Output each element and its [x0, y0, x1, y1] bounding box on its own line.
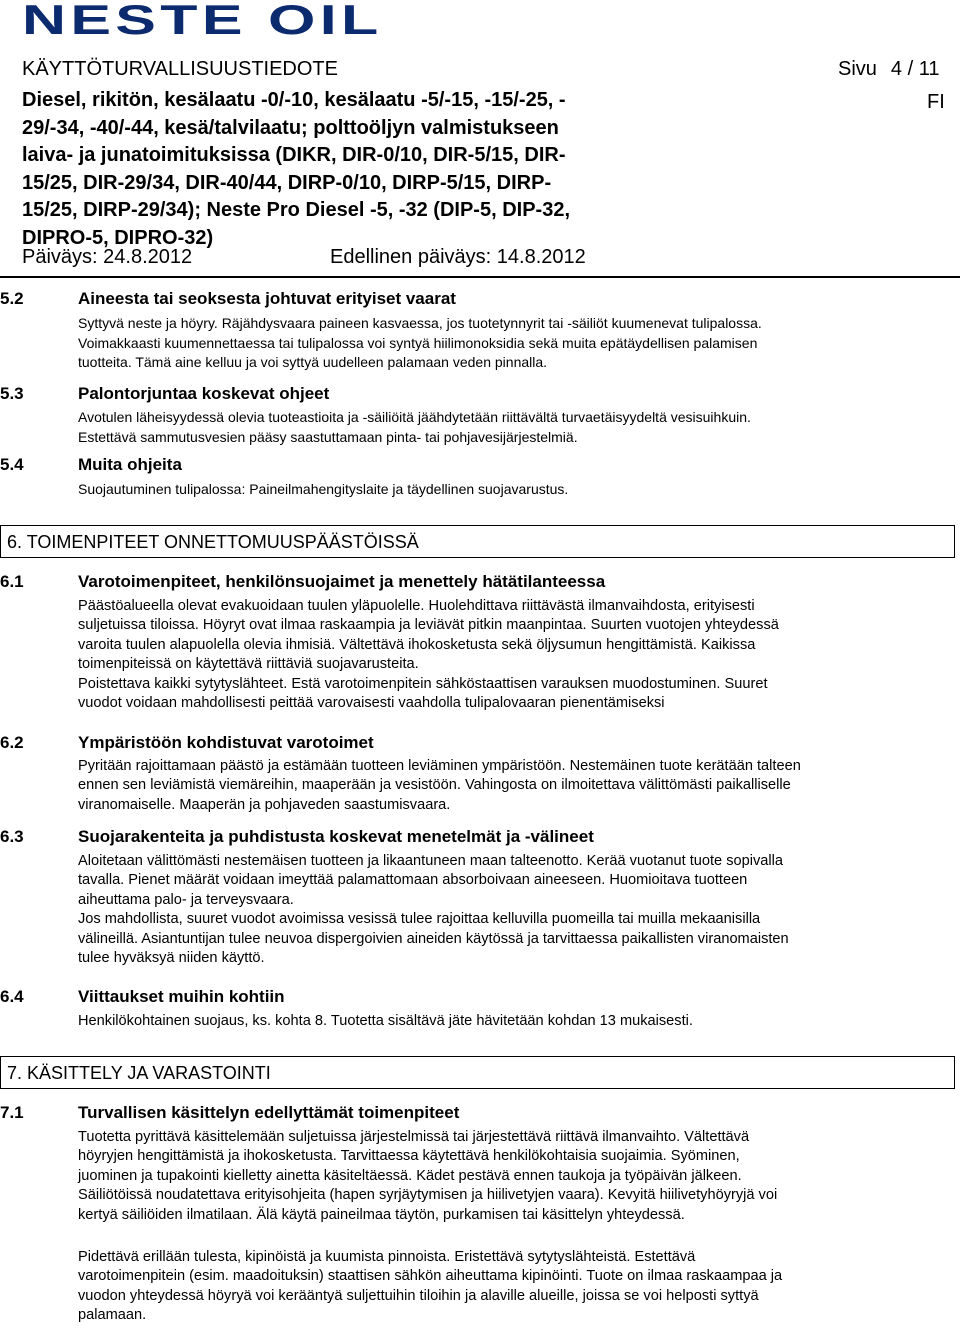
subsection-number: 6.4	[0, 987, 24, 1006]
previous-date: Edellinen päiväys: 14.8.2012	[330, 246, 586, 268]
body-line: kertyä säiliöiden ilmatilaan. Älä käytä paineilmaa täytön, purkamisen tai käsittelyn yhteydessä.	[78, 1206, 685, 1223]
section-title: 6. TOIMENPITEET ONNETTOMUUSPÄÄSTÖISSÄ	[7, 532, 419, 552]
section-heading-6	[0, 525, 955, 558]
body-line: Estettävä sammutusvesien pääsy saastuttamaan pinta- tai pohjavesijärjestelmiä.	[78, 428, 578, 445]
section-title: 7. KÄSITTELY JA VARASTOINTI	[7, 1063, 271, 1083]
body-line: Avotulen läheisyydessä olevia tuoteastioita ja -säiliöitä jäähdytetään riittävältä turvaetäisyydeltä vesisuihkuin.	[78, 409, 751, 425]
subsection-body-5-3	[78, 408, 958, 447]
subsection-body-5-2	[78, 314, 958, 373]
subsection-body-6-4	[78, 1012, 958, 1031]
page-indicator	[838, 58, 939, 81]
subsection-body-7-1	[78, 1128, 958, 1225]
subsection-title: Aineesta tai seoksesta johtuvat erityiset vaarat	[78, 289, 456, 308]
subsection-body-6-3	[78, 852, 958, 968]
body-line: Jos mahdollista, suuret vuodot avoimissa vesissä tulee rajoittaa kelluvilla puomeilla tai muilla mekaanisilla	[78, 911, 761, 928]
body-line: Suojautuminen tulipalossa: Paineilmahengityslaite ja täydellinen suojavarustus.	[78, 481, 569, 497]
body-line: Syttyvä neste ja höyry. Räjähdysvaara paineen kasvaessa, jos tuotetynnyrit tai -säiliöt kuumenevat tulipalossa.	[78, 315, 762, 331]
body-line: vuodot voidaan mahdollisesti peittää varovaisesti vaahdolla tulipalovaaran pienentämiseksi	[78, 695, 665, 712]
product-title-line: 15/25, DIRP-29/34); Neste Pro Diesel -5, -32 (DIP-5, DIP-32,	[22, 199, 570, 222]
product-title-line: 15/25, DIR-29/34, DIR-40/44, DIRP-0/10, DIRP-5/15, DIRP-	[22, 171, 552, 194]
page-number: 4 / 11	[890, 58, 940, 80]
body-line: aiheuttama palo- ja terveysvaara.	[78, 891, 294, 908]
body-line: Pidettävä erillään tulesta, kipinöistä ja kuumista pinnoista. Eristettävä sytytyslähteistä. Estettävä	[78, 1249, 696, 1265]
subsection-title: Ympäristöön kohdistuvat varotoimet	[78, 733, 374, 752]
language-code: FI	[927, 91, 945, 113]
body-line: Aloitetaan välittömästi nestemäisen tuotteen ja likaantuneen maan talteenotto. Kerää vuotanut tuote sopivalla	[78, 853, 784, 869]
product-title	[22, 87, 662, 253]
body-line: Voimakkaasti kuumennettaessa tai tulipalossa voi syntyä hiilimonoksidia sekä muita epätäydellisen palamisen	[78, 334, 758, 351]
subsection-number: 6.1	[0, 572, 24, 591]
subsection-title: Muita ohjeita	[78, 455, 182, 474]
page-label: Sivu	[838, 58, 877, 80]
body-line: höyryjen hengittämistä ja ihokosketusta. Tarvittaessa käytettävä henkilökohtaisia suojaimia. Syöminen,	[78, 1148, 740, 1165]
subsection-number: 6.3	[0, 827, 24, 846]
body-line: juominen ja tupakointi kielletty ainetta käsiteltäessä. Kädet pestävä ennen taukoja ja työpäivän jälkeen.	[78, 1167, 742, 1184]
product-title-line: Diesel, rikitön, kesälaatu -0/-10, kesälaatu -5/-15, -15/-25, -	[22, 89, 566, 111]
body-line: ennen sen leviämistä viemäreihin, maaperään ja vesistöön. Vahingosta on ilmoitettava välittömästi paikalliselle	[78, 777, 791, 794]
product-title-line: 29/-34, -40/-44, kesä/talvilaatu; polttoöljyn valmistukseen	[22, 116, 559, 139]
neste-oil-logo: NESTE OIL	[22, 0, 383, 43]
body-line: varotoimenpitein (esim. maadoituksin) staattisen sähkön aiheuttama kipinöinti. Tuote on ilmaa raskaampaa ja	[78, 1268, 783, 1285]
body-line: Poistettava kaikki sytytyslähteet. Estä varotoimenpitein sähköstaattisen varauksen muodostuminen. Suuret	[78, 675, 768, 692]
header-divider	[0, 276, 960, 278]
body-line: Henkilökohtainen suojaus, ks. kohta 8. Tuotetta sisältävä jäte hävitetään kohdan 13 mukaisesti.	[78, 1013, 693, 1029]
product-title-line: laiva- ja junatoimituksissa (DIKR, DIR-0/10, DIR-5/15, DIR-	[22, 144, 566, 167]
subsection-title: Varotoimenpiteet, henkilönsuojaimet ja menettely hätätilanteessa	[78, 572, 606, 591]
body-line: tavalla. Pienet määrät voidaan imeyttää palamattomaan absorboivaan aineeseen. Huomioitava tuotteen	[78, 872, 748, 889]
subsection-number: 5.3	[0, 384, 24, 403]
subsection-title: Viittaukset muihin kohtiin	[78, 987, 285, 1006]
body-line: välineillä. Asiantuntijan tulee neuvoa dispergoivien aineiden käytössä ja tarvittaessa paikallisten viranomaisten	[78, 930, 789, 947]
body-line: tulee hyväksyä niiden käyttö.	[78, 950, 265, 967]
subsection-number: 5.4	[0, 455, 24, 474]
subsection-title: Palontorjuntaa koskevat ohjeet	[78, 384, 330, 403]
body-line: suljetuissa tiloissa. Höyryt ovat ilmaa raskaampia ja leviävät pitkin maanpintaa. Suurten vuotojen yhteydessä	[78, 617, 779, 634]
date: Päiväys: 24.8.2012	[22, 246, 193, 268]
body-line: viranomaiselle. Maaperän ja pohjaveden saastumisvaara.	[78, 796, 451, 813]
subsection-body-6-2	[78, 757, 958, 815]
body-line: Päästöalueella olevat evakuoidaan tuulen yläpuolelle. Huolehdittava riittävästä ilmanvaihdosta, erityisesti	[78, 598, 755, 614]
document-type: KÄYTTÖTURVALLISUUSTIEDOTE	[22, 58, 338, 80]
product-title-line: DIPRO-5, DIPRO-32)	[22, 226, 214, 249]
body-line: palamaan.	[78, 1307, 147, 1324]
subsection-title: Suojarakenteita ja puhdistusta koskevat menetelmät ja -välineet	[78, 827, 594, 846]
body-line: vuodon yhteydessä höyryä voi kerääntyä suljettuihin tiloihin ja alaville alueille, joissa se voi helposti syttyä	[78, 1287, 759, 1304]
subsection-title: Turvallisen käsittelyn edellyttämät toimenpiteet	[78, 1103, 460, 1122]
subsection-body-5-4	[78, 480, 958, 500]
subsection-number: 6.2	[0, 733, 24, 752]
body-line: Pyritään rajoittamaan päästö ja estämään tuotteen leviäminen ympäristöön. Nestemäinen tuote kerätään talteen	[78, 758, 801, 774]
body-line: tuotteita. Tämä aine kelluu ja voi syttyä uudelleen palamaan veden pinnalla.	[78, 354, 548, 371]
subsection-body-7-1-continued	[78, 1248, 958, 1326]
subsection-body-6-1	[78, 597, 958, 713]
subsection-number: 7.1	[0, 1103, 24, 1122]
subsection-number: 5.2	[0, 289, 24, 308]
body-line: toimenpiteissä on käytettävä riittäviä suojavarusteita.	[78, 656, 419, 673]
body-line: varoita tuulen alapuolella olevia ihmisiä. Vältettävä ihokosketusta sekä öljysumun hengittämistä. Kaikissa	[78, 636, 756, 653]
section-heading-7	[0, 1056, 955, 1089]
body-line: Tuotetta pyrittävä käsittelemään suljetuissa järjestelmissä tai järjestettävä riittävä ilmanvaihto. Vältettävä	[78, 1129, 750, 1145]
body-line: Säiliötöissä noudatettava erityisohjeita (hapen syrjäytymisen ja hiilivetyjen vaara). Kevyitä hiilivetyhöyryjä voi	[78, 1187, 778, 1204]
